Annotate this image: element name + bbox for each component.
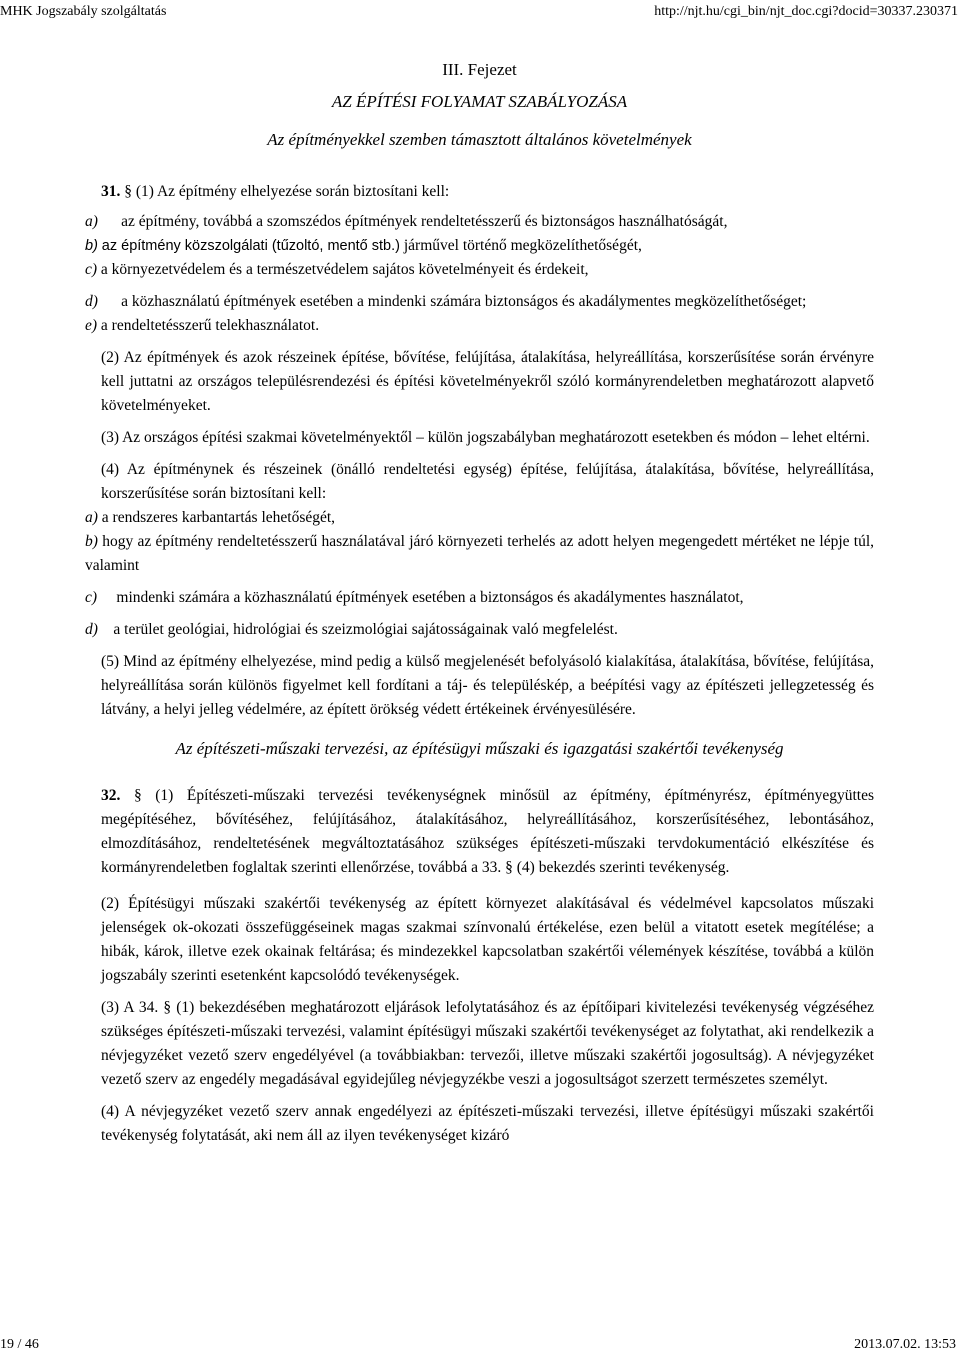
header-source: MHK Jogszabály szolgáltatás — [0, 4, 167, 19]
s31-number: 31. — [101, 183, 121, 200]
chapter-subtitle: Az építményekkel szemben támasztott általános követelmények — [267, 130, 692, 149]
s31-p4b: b) hogy az építmény rendeltetésszerű használatával járó környezeti terhelés az adott helyen megengedett mértéket ne lépje túl, valamint — [85, 533, 875, 574]
chapter-title: AZ ÉPÍTÉSI FOLYAMAT SZABÁLYOZÁSA — [331, 92, 628, 111]
s31-p4d: d) a terület geológiai, hidrológiai és szeizmológiai sajátosságainak való megfelelést. — [85, 621, 618, 638]
s32-p2: (2) Építésügyi műszaki szakértői tevékenység az épített környezet alakításával és védelmével kapcsolatos műszaki jelenségek ok-okozati összefüggéseinek magas szakmai színvonalú értékelése, ezen belül a vitatott esetek megítélése; a hibák, károk, illetve ezek okainak feltárása; és mindezekkel kapcsolatban szakértői vélemények készítése, továbbá a külön jogszabály szerinti esetenként kapcsolódó tevékenységek. — [101, 895, 874, 984]
chapter-number: III. Fejezet — [442, 60, 517, 79]
s32-p3: (3) A 34. § (1) bekezdésében meghatározott eljárások lefolytatásához és az építőipari kivitelezési tevékenység végzéséhez szükséges építészeti-műszaki tervezési, valamint építésügyi műszaki szakértői tevékenységet az folytathat, aki rendelkezik a névjegyzéket vezető szerv engedélyével (a továbbiakban: tervezői, illetve műszaki szakértői jogosultság). A névjegyzéket vezető szerv az engedély megadásával egyidejűleg névjegyzékbe veszi a jogosultságot szerzett természetes személyt. — [101, 999, 874, 1088]
s32-p1: 32. § (1) Építészeti-műszaki tervezési tevékenységnek minősül az építmény, építményrész, építményegyüttes megépítéséhez, bővítéséhez, felújításához, átalakításához, helyreállításához, korszerűsítéséhez, lebontásához, elmozdításához, rendeltetésének megváltoztatásához szükséges építészeti-műszaki tervdokumentáció elkészítése és kormányrendeletben foglaltak szerinti ellenőrzése, továbbá a 33. § (4) bekezdés szerinti tevékenység. — [101, 787, 874, 876]
s31-p4: (4) Az építménynek és részeinek (önálló rendeltetési egység) építése, felújítása, átalakítása, bővítése, helyreállítása, korszerűsítése során biztosítani kell: — [101, 461, 874, 502]
document-body — [85, 56, 874, 1148]
s31-p2: (2) Az építmények és azok részeinek építése, bővítése, felújítása, átalakítása, helyreállítása, korszerűsítése során érvényre kell juttatni az országos településrendezési és építési követelményekről szóló kormányrendeletben meghatározott alapvető követelményeket. — [101, 349, 874, 414]
page-header — [0, 0, 960, 26]
s31-a: a) az építmény, továbbá a szomszédos építmények rendeltetésszerű és biztonságos használhatóságát, — [85, 213, 728, 230]
s32-number: 32. — [101, 787, 121, 804]
s31-b: b) az építmény közszolgálati (tűzoltó, mentő stb.) járművel történő megközelíthetőségét, — [85, 237, 642, 254]
footer-timestamp: 2013.07.02. 13:53 — [854, 1337, 956, 1352]
s31-p3: (3) Az országos építési szakmai követelményektől – külön jogszabályban meghatározott esetekben és módon – lehet eltérni. — [101, 429, 870, 446]
s31-p5: (5) Mind az építmény elhelyezése, mind pedig a külső megjelenését befolyásoló kialakítása, átalakítása, bővítése, felújítása, helyreállítása során különös figyelmet kell fordítani a táj- és településkép, a beépítési vagy az építészeti jellegzetesség és látvány, a helyi jelleg védelmére, az épített örökség védett értékeinek érvényesülésére. — [101, 653, 874, 718]
s32-p4: (4) A névjegyzéket vezető szerv annak engedélyezi az építészeti-műszaki tervezési, illetve építésügyi műszaki szakértői tevékenység folytatását, aki nem áll az ilyen tevékenységet kizáró — [101, 1103, 874, 1144]
s31-c: c) a környezetvédelem és a természetvédelem sajátos követelményeit és érdekeit, — [85, 261, 589, 278]
s31-d: d) a közhasználatú építmények esetében a mindenki számára biztonságos és akadálymentes megközelíthetőséget; — [85, 293, 807, 310]
s31-p4a: a) a rendszeres karbantartás lehetőségét, — [85, 509, 336, 526]
s31-e: e) a rendeltetésszerű telekhasználatot. — [85, 317, 320, 334]
page-number: 19 / 46 — [0, 1337, 39, 1352]
header-url: http://njt.hu/cgi_bin/njt_doc.cgi?docid=30337.230371 — [654, 4, 958, 19]
section-title: Az építészeti-műszaki tervezési, az építésügyi műszaki és igazgatási szakértői tevékenység — [175, 739, 784, 758]
page-footer — [0, 1335, 960, 1357]
s31-p1: 31. § (1) Az építmény elhelyezése során biztosítani kell: — [101, 183, 450, 200]
s31-p4c: c) mindenki számára a közhasználatú építmények esetében a biztonságos és akadálymentes használatot, — [85, 589, 744, 606]
